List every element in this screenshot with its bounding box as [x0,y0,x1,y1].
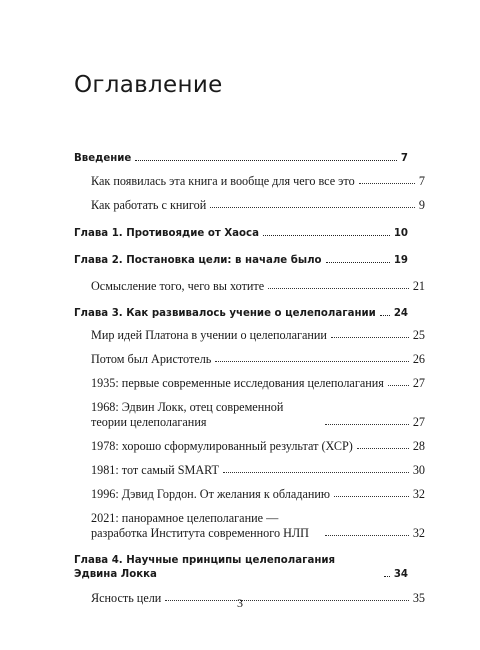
page-title: Оглавление [74,72,223,98]
toc-section-entry[interactable] [74,463,425,478]
toc-page-number: 7 [418,174,425,188]
toc-page-number: 19 [393,255,408,266]
toc-section-entry[interactable] [74,328,425,343]
toc-page-number: 30 [412,463,425,477]
toc-page-number: 28 [412,439,425,453]
dot-leader [326,262,390,263]
toc-page-number: 27 [412,376,425,390]
toc-chapter-entry[interactable] [74,227,408,241]
toc-entry-label: 1981: тот самый SMART [91,463,219,477]
toc-page-number: 10 [393,228,408,239]
dot-leader [325,424,409,425]
toc-entry-label: 2021: панорамное целеполагание — разработка Института современного НЛП [91,511,309,540]
toc-page-number: 27 [412,415,425,429]
toc-entry-label: Глава 1. Противоядие от Хаоса [74,228,259,239]
toc-entry-label: Как появилась эта книга и вообще для чего все это [91,174,355,188]
toc-page-number: 7 [400,153,408,164]
toc-entry-label: Ясность цели [91,591,162,605]
dot-leader [210,207,415,208]
toc-section-entry[interactable] [74,400,425,430]
toc-entry-label: Глава 2. Постановка цели: в начале было [74,255,322,266]
table-of-contents [74,152,425,606]
dot-leader [135,160,397,161]
toc-section-entry[interactable] [74,439,425,454]
toc-section-entry[interactable] [74,198,425,213]
toc-page-number: 35 [412,591,425,605]
toc-page-number: 32 [412,526,425,540]
toc-section-entry[interactable] [74,511,425,541]
toc-page-number: 34 [393,569,408,580]
toc-entry-label: 1968: Эдвин Локк, отец современной теории целеполагания [91,400,284,429]
toc-page-number: 26 [412,352,425,366]
dot-leader [334,496,409,497]
dot-leader [325,535,409,536]
toc-section-entry[interactable] [74,174,425,189]
toc-entry-label: Глава 4. Научные принципы целеполагания Эдвина Локка [74,555,336,580]
dot-leader [215,361,408,362]
toc-entry-label: Глава 3. Как развивалось учение о целеполагании [74,308,376,319]
toc-entry-label: Потом был Аристотель [91,352,212,366]
toc-chapter-entry[interactable] [74,554,408,582]
toc-entry-label: Мир идей Платона в учении о целеполагании [91,328,327,342]
toc-entry-label: Введение [74,153,132,164]
toc-entry-label: 1978: хорошо сформулированный результат (ХСР) [91,439,353,453]
toc-page-number: 21 [412,279,425,293]
dot-leader [331,337,409,338]
toc-entry-label: Как работать с книгой [91,198,207,212]
toc-chapter-entry[interactable] [74,307,408,321]
toc-page-number: 9 [418,198,425,212]
toc-section-entry[interactable] [74,487,425,502]
toc-chapter-entry[interactable] [74,254,408,268]
toc-page-number: 32 [412,487,425,501]
toc-page-number: 25 [412,328,425,342]
toc-chapter-entry[interactable] [74,152,408,166]
dot-leader [268,288,409,289]
dot-leader [384,576,390,577]
toc-section-entry[interactable] [74,352,425,367]
dot-leader [380,315,390,316]
toc-section-entry[interactable] [74,279,425,294]
toc-entry-label: 1996: Дэвид Гордон. От желания к обладанию [91,487,331,501]
dot-leader [357,448,409,449]
toc-entry-label: Осмысление того, чего вы хотите [91,279,265,293]
toc-section-entry[interactable] [74,376,425,391]
dot-leader [359,183,415,184]
page-number-footer: 3 [237,596,243,610]
dot-leader [388,385,409,386]
dot-leader [223,472,409,473]
toc-entry-label: 1935: первые современные исследования целеполагания [91,376,384,390]
dot-leader [263,235,390,236]
toc-page-number: 24 [393,308,408,319]
